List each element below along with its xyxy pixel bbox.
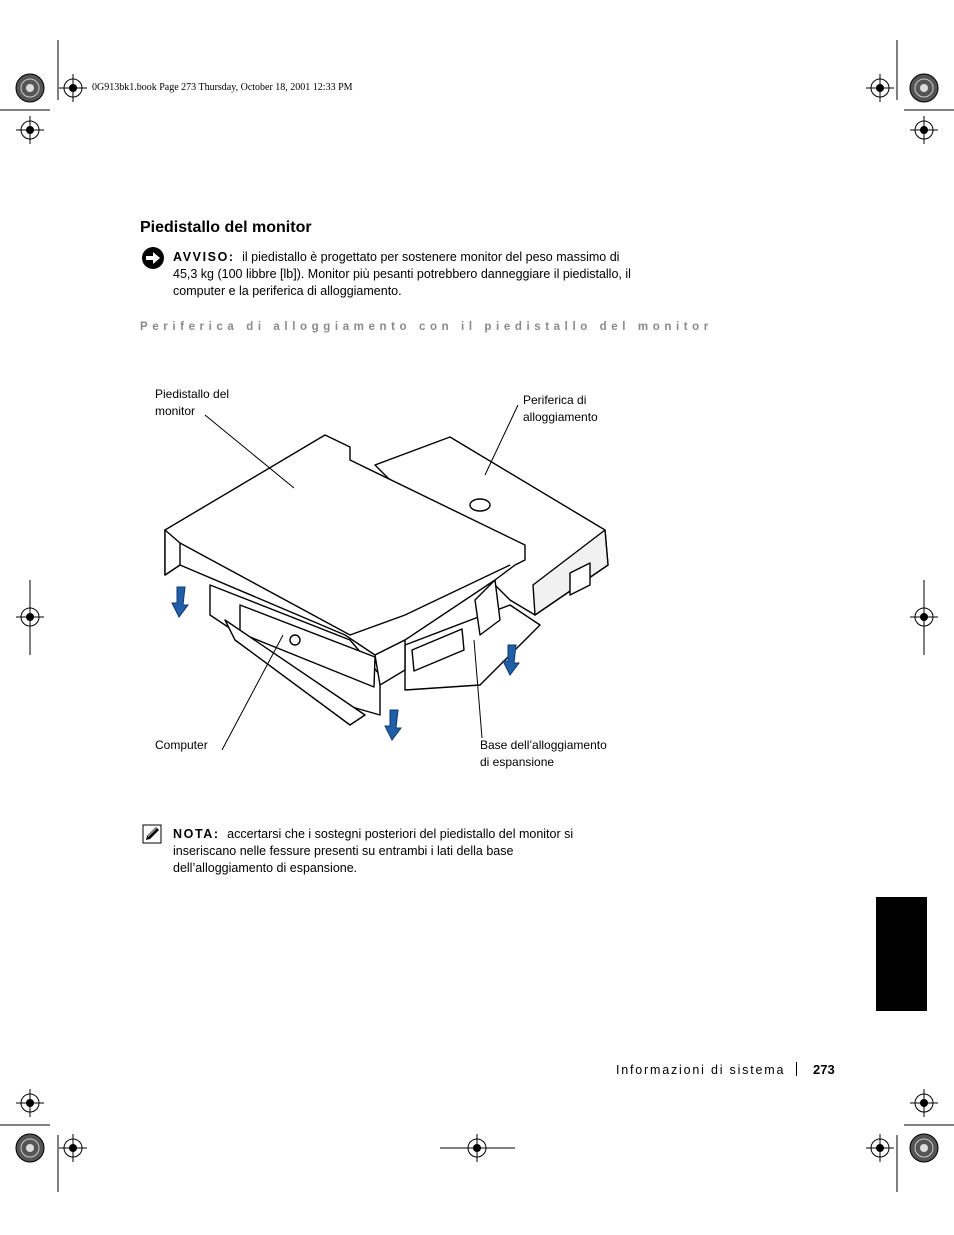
callout-media-base-line1: Base dell’alloggiamento xyxy=(480,738,607,752)
callout-media-base-line2: di espansione xyxy=(480,755,555,769)
notice-label: AVVISO: xyxy=(173,250,235,264)
callout-docking-line2: alloggiamento xyxy=(523,410,598,424)
print-header: 0G913bk1.book Page 273 Thursday, October 18, 2001 12:33 PM xyxy=(92,82,353,93)
footer-section: Informazioni di sistema xyxy=(616,1063,786,1077)
notice-text: il piedistallo è progettato per sostenere monitor del peso massimo di 45,3 kg (100 libbre [lb]). Monitor più pesanti potrebbero danneggiare il piedistallo, il computer e la periferica di alloggiamento. xyxy=(173,250,631,298)
figure-caption: Periferica di alloggiamento con il piedistallo del monitor xyxy=(140,321,713,333)
section-title: Piedistallo del monitor xyxy=(140,219,312,236)
chapter-tab xyxy=(876,897,927,1011)
callout-monitor-stand-line2: monitor xyxy=(155,404,196,418)
nota-text: accertarsi che i sostegni posteriori del piedistallo del monitor si inseriscano nelle fessure presenti su entrambi i lati della base dell’alloggiamento di espansione. xyxy=(173,827,574,875)
pencil-note-icon xyxy=(142,824,162,844)
footer-separator xyxy=(796,1062,797,1076)
nota-label: NOTA: xyxy=(173,827,220,841)
nota-block xyxy=(173,826,608,877)
callout-monitor-stand-line1: Piedistallo del xyxy=(155,387,230,401)
callout-computer: Computer xyxy=(155,738,208,752)
page-number: 273 xyxy=(813,1062,835,1077)
callout-docking-line1: Periferica di xyxy=(523,393,587,407)
